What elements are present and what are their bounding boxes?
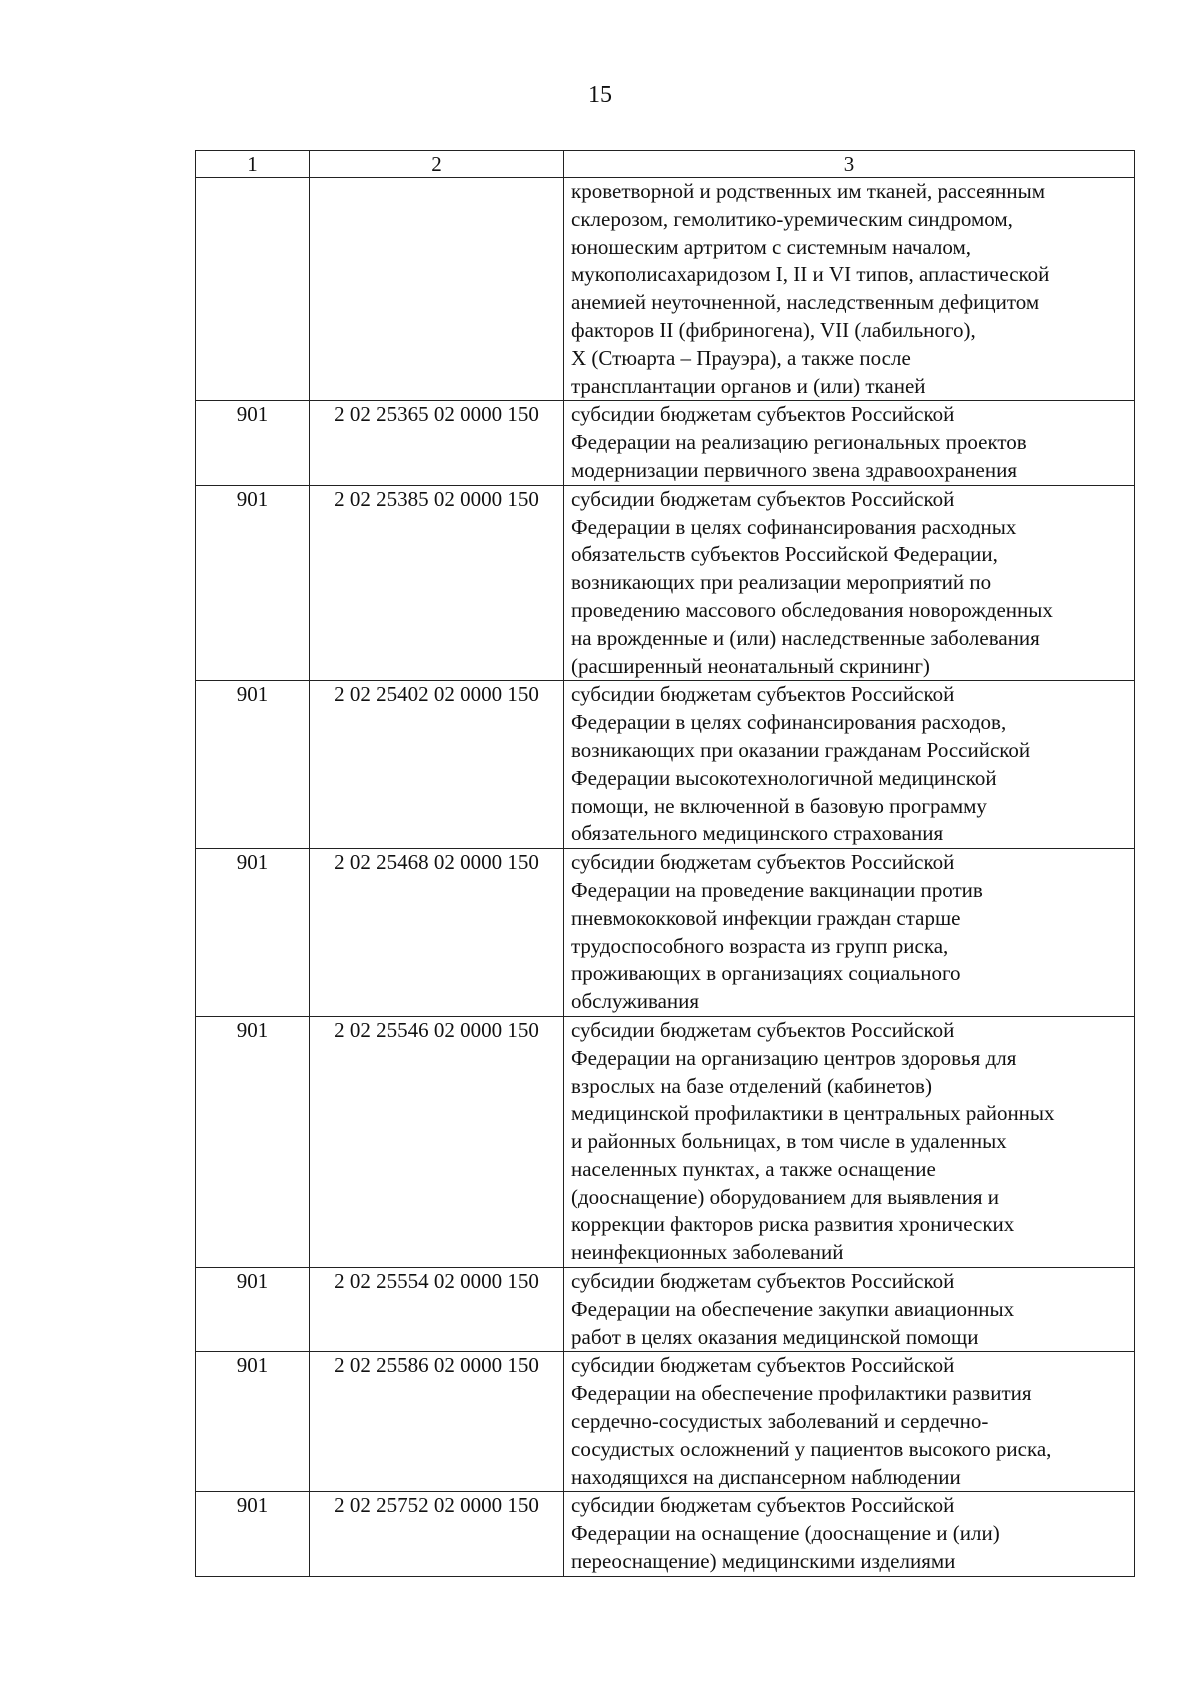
description-line: медицинской профилактики в центральных районных bbox=[571, 1101, 1055, 1126]
budget-code-cell: 2 02 25385 02 0000 150 bbox=[310, 485, 564, 681]
description-line: (дооснащение) оборудованием для выявления и bbox=[571, 1184, 999, 1209]
description-cell bbox=[564, 485, 1135, 681]
description-line: Федерации на реализацию региональных проектов bbox=[571, 430, 1027, 455]
budget-code-cell: 2 02 25554 02 0000 150 bbox=[310, 1268, 564, 1352]
description-line: субсидии бюджетам субъектов Российской bbox=[571, 1017, 955, 1042]
description-line: субсидии бюджетам субъектов Российской bbox=[571, 682, 955, 707]
description-line: находящихся на диспансерном наблюдении bbox=[571, 1464, 961, 1489]
description-line: на врожденные и (или) наследственные заболевания bbox=[571, 625, 1040, 650]
admin-code-cell: 901 bbox=[196, 1016, 310, 1267]
description-line: проведению массового обследования новорожденных bbox=[571, 597, 1053, 622]
description-line: X (Стюарта – Прауэра), а также после bbox=[571, 345, 911, 370]
description-line: склерозом, гемолитико-уремическим синдромом, bbox=[571, 206, 1013, 231]
description-line: и районных больницах, в том числе в удаленных bbox=[571, 1129, 1007, 1154]
admin-code-cell: 901 bbox=[196, 1268, 310, 1352]
header-col-3: 3 bbox=[564, 151, 1135, 178]
description-line: Федерации в целях софинансирования расходных bbox=[571, 514, 1017, 539]
description-line: пневмококковой инфекции граждан старше bbox=[571, 905, 961, 930]
budget-code-cell: 2 02 25402 02 0000 150 bbox=[310, 681, 564, 849]
table-header-row bbox=[196, 151, 1135, 178]
admin-code-cell: 901 bbox=[196, 1352, 310, 1492]
description-line: обязательного медицинского страхования bbox=[571, 821, 944, 846]
description-cell bbox=[564, 681, 1135, 849]
page-number: 15 bbox=[588, 82, 612, 108]
description-line: Федерации на обеспечение профилактики развития bbox=[571, 1381, 1032, 1406]
description-line: Федерации на обеспечение закупки авиационных bbox=[571, 1296, 1015, 1321]
description-line: кроветворной и родственных им тканей, рассеянным bbox=[571, 179, 1046, 203]
budget-code-cell: 2 02 25586 02 0000 150 bbox=[310, 1352, 564, 1492]
description-line: анемией неуточненной, наследственным дефицитом bbox=[571, 290, 1040, 315]
description-line: возникающих при оказании гражданам Российской bbox=[571, 737, 1031, 762]
description-line: Федерации в целях софинансирования расходов, bbox=[571, 710, 1007, 735]
description-line: мукополисахаридозом I, II и VI типов, апластической bbox=[571, 262, 1050, 287]
description-line: юношеским артритом с системным началом, bbox=[571, 234, 972, 259]
description-cell bbox=[564, 1492, 1135, 1576]
header-col-1: 1 bbox=[196, 151, 310, 178]
description-line: субсидии бюджетам субъектов Российской bbox=[571, 1353, 955, 1378]
description-line: обслуживания bbox=[571, 989, 700, 1014]
table-row bbox=[196, 1352, 1135, 1492]
budget-code-cell: 2 02 25365 02 0000 150 bbox=[310, 401, 564, 485]
description-line: трансплантации органов и (или) тканей bbox=[571, 373, 926, 398]
description-line: Федерации высокотехнологичной медицинской bbox=[571, 765, 997, 790]
description-line: трудоспособного возраста из групп риска, bbox=[571, 933, 949, 958]
table-row bbox=[196, 485, 1135, 681]
description-cell bbox=[564, 1016, 1135, 1267]
description-cell bbox=[564, 401, 1135, 485]
description-cell bbox=[564, 849, 1135, 1017]
budget-classification-table bbox=[195, 150, 1135, 1577]
description-line: факторов II (фибриногена), VII (лабильного), bbox=[571, 317, 976, 342]
budget-code-cell: 2 02 25752 02 0000 150 bbox=[310, 1492, 564, 1576]
description-line: (расширенный неонатальный скрининг) bbox=[571, 653, 930, 678]
table-row bbox=[196, 681, 1135, 849]
table-row bbox=[196, 1016, 1135, 1267]
admin-code-cell: 901 bbox=[196, 485, 310, 681]
description-line: субсидии бюджетам субъектов Российской bbox=[571, 1269, 955, 1294]
table-row bbox=[196, 1268, 1135, 1352]
admin-code-cell: 901 bbox=[196, 401, 310, 485]
description-cell bbox=[564, 178, 1135, 401]
description-line: модернизации первичного звена здравоохранения bbox=[571, 457, 1018, 482]
description-line: субсидии бюджетам субъектов Российской bbox=[571, 486, 955, 511]
admin-code-cell: 901 bbox=[196, 681, 310, 849]
table-body bbox=[196, 151, 1135, 1577]
description-line: субсидии бюджетам субъектов Российской bbox=[571, 1493, 955, 1518]
description-line: возникающих при реализации мероприятий по bbox=[571, 570, 992, 595]
description-line: сердечно-сосудистых заболеваний и сердечно- bbox=[571, 1409, 989, 1434]
description-line: Федерации на оснащение (дооснащение и (или) bbox=[571, 1521, 1000, 1546]
table-row bbox=[196, 178, 1135, 401]
budget-code-cell bbox=[310, 178, 564, 401]
budget-code-cell: 2 02 25546 02 0000 150 bbox=[310, 1016, 564, 1267]
description-line: обязательств субъектов Российской Федерации, bbox=[571, 542, 998, 567]
table-row bbox=[196, 849, 1135, 1017]
table-row bbox=[196, 1492, 1135, 1576]
description-line: населенных пунктах, а также оснащение bbox=[571, 1156, 936, 1181]
description-line: Федерации на проведение вакцинации против bbox=[571, 877, 983, 902]
description-line: взрослых на базе отделений (кабинетов) bbox=[571, 1073, 932, 1098]
table-row bbox=[196, 401, 1135, 485]
description-line: субсидии бюджетам субъектов Российской bbox=[571, 850, 955, 875]
description-line: помощи, не включенной в базовую программу bbox=[571, 793, 987, 818]
admin-code-cell bbox=[196, 178, 310, 401]
admin-code-cell: 901 bbox=[196, 1492, 310, 1576]
header-col-2: 2 bbox=[310, 151, 564, 178]
description-line: сосудистых осложнений у пациентов высокого риска, bbox=[571, 1436, 1052, 1461]
description-line: субсидии бюджетам субъектов Российской bbox=[571, 402, 955, 427]
description-cell bbox=[564, 1268, 1135, 1352]
admin-code-cell: 901 bbox=[196, 849, 310, 1017]
description-line: неинфекционных заболеваний bbox=[571, 1240, 844, 1265]
description-line: коррекции факторов риска развития хронических bbox=[571, 1212, 1015, 1237]
budget-code-cell: 2 02 25468 02 0000 150 bbox=[310, 849, 564, 1017]
description-line: переоснащение) медицинскими изделиями bbox=[571, 1549, 956, 1574]
description-line: Федерации на организацию центров здоровья для bbox=[571, 1045, 1017, 1070]
description-line: работ в целях оказания медицинской помощи bbox=[571, 1324, 979, 1349]
description-cell bbox=[564, 1352, 1135, 1492]
description-line: проживающих в организациях социального bbox=[571, 961, 961, 986]
